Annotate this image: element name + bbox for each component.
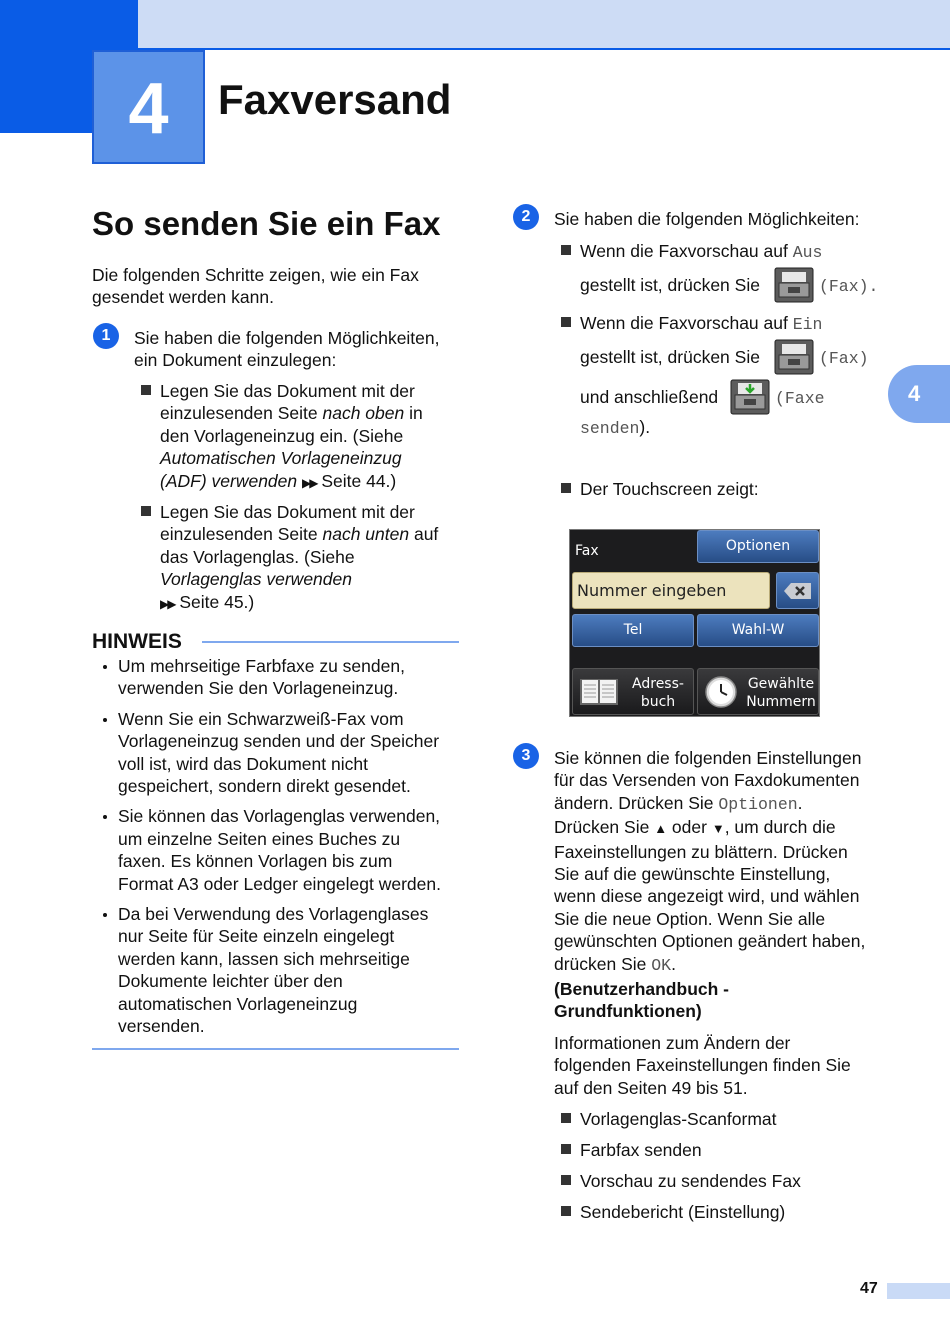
redial-pause-button[interactable]: Wahl-W	[697, 614, 819, 647]
bullet-square-icon	[561, 240, 580, 262]
number-input[interactable]: Nummer eingeben	[572, 572, 770, 609]
backspace-icon	[783, 582, 813, 600]
step-2-bullet-1-line-1: Wenn die Faxvorschau auf Aus	[580, 241, 823, 262]
list-item: Sendebericht (Einstellung)	[561, 1201, 801, 1232]
note-item: Da bei Verwendung des Vorlagenglases nur Seite für Seite einzeln eingelegt werden kann, lassen sich mehrseitige Dokumente leichter über den automatischen Vorlageneinzug versenden.	[100, 903, 465, 1037]
page-number: 47	[860, 1280, 878, 1297]
step-2-bullet-2-line-2: gestellt ist, drücken Sie	[580, 347, 760, 367]
clock-icon	[705, 676, 737, 708]
screen-title: Fax	[575, 543, 599, 559]
footer-band	[887, 1283, 950, 1299]
chapter-side-tab: 4	[888, 365, 950, 423]
bullet-dot-icon	[103, 913, 107, 917]
step-1-text: Sie haben die folgenden Möglichkeiten, ein Dokument einzulegen:	[134, 328, 440, 371]
header-rule	[138, 48, 950, 50]
note-item: Wenn Sie ein Schwarzweiß-Fax vom Vorlageneinzug senden und der Speicher voll ist, wird das Dokument nicht gespeichert, sondern direkt gesendet.	[100, 708, 465, 798]
list-item: Vorschau zu sendendes Fax	[561, 1170, 801, 1201]
step-1-bullet-1	[141, 380, 160, 402]
double-arrow-icon: ▶▶	[160, 596, 175, 611]
note-item: Um mehrseitige Farbfaxe zu senden, verwenden Sie den Vorlageneinzug.	[100, 655, 465, 700]
options-button[interactable]: Optionen	[697, 530, 819, 563]
step-2-text: Sie haben die folgenden Möglichkeiten:	[554, 209, 860, 229]
bullet-square-icon	[561, 1144, 571, 1154]
bullet-square-icon	[561, 1175, 571, 1185]
header-band	[138, 0, 950, 48]
outgoing-calls-button[interactable]: Gewählte Nummern	[697, 668, 819, 715]
step-2-number: 2	[513, 204, 539, 230]
bullet-dot-icon	[103, 665, 107, 669]
bullet-square-icon	[561, 478, 580, 500]
step-2-bullet-1-line-2: gestellt ist, drücken Sie	[580, 275, 760, 295]
note-rule	[202, 641, 459, 643]
send-fax-key-label: (Faxe	[775, 389, 825, 408]
step-1-bullet-2-text: Legen Sie das Dokument mit der einzulesenden Seite nach unten auf das Vorlagenglas. (Siehe Vorlagenglas verwenden ▶▶ Seite 45.)	[160, 501, 460, 615]
note-list	[100, 655, 465, 1038]
fax-icon	[774, 339, 814, 380]
section-heading: So senden Sie ein Fax	[92, 205, 441, 242]
backspace-button[interactable]	[776, 572, 819, 609]
step-3-text: Sie können die folgenden Einstellungen für das Versenden von Faxdokumenten ändern. Drücken Sie Optionen. Drücken Sie ▲ oder ▼, um durch die Faxeinstellungen zu blättern. Drücken Sie auf die gewünschte Einstellung, wenn diese angezeigt wird, und wählen Sie die neue Option. Wenn Sie alle gewünschten Optionen geändert haben, drücken Sie OK.	[554, 748, 866, 975]
step-2-bullet-3: Der Touchscreen zeigt:	[580, 479, 759, 499]
step-2-bullet-2-line-3: und anschließend	[580, 387, 719, 407]
bullet-dot-icon	[103, 718, 107, 722]
chapter-number: 4	[92, 50, 205, 164]
double-arrow-icon: ▶▶	[302, 475, 317, 490]
bullet-square-icon	[561, 1206, 571, 1216]
address-book-icon	[579, 677, 619, 707]
note-title: HINWEIS	[92, 630, 182, 653]
step-3-number: 3	[513, 743, 539, 769]
bullet-square-icon	[561, 1113, 571, 1123]
reference-title: (Benutzerhandbuch - Grundfunktionen)	[554, 979, 729, 1022]
intro-text: Die folgenden Schritte zeigen, wie ein Fax gesendet werden kann.	[92, 265, 419, 308]
fax-icon	[774, 267, 814, 308]
fax-key-label: (Fax)	[819, 349, 869, 368]
step-1-number: 1	[93, 323, 119, 349]
step-2-bullet-2-line-4: senden).	[580, 417, 651, 438]
settings-list	[561, 1108, 801, 1232]
down-arrow-icon: ▼	[711, 821, 725, 837]
note-item: Sie können das Vorlagenglas verwenden, um einzelne Seiten eines Buches zu faxen. Es können Vorlagen bis zum Format A3 oder Ledger eingelegt werden.	[100, 805, 465, 895]
reference-info: Informationen zum Ändern der folgenden Faxeinstellungen finden Sie auf den Seiten 49 bis 51.	[554, 1033, 851, 1098]
list-item: Vorlagenglas-Scanformat	[561, 1108, 801, 1139]
bullet-square-icon	[561, 312, 580, 334]
address-book-button[interactable]: Adress- buch	[572, 668, 694, 715]
step-2-bullet-2-line-1: Wenn die Faxvorschau auf Ein	[580, 313, 823, 334]
step-1-bullet-1-text: Legen Sie das Dokument mit der einzulesenden Seite nach oben in den Vorlageneinzug ein. (Siehe Automatischen Vorlageneinzug (ADF) verwenden ▶▶ Seite 44.)	[160, 380, 460, 494]
tel-button[interactable]: Tel	[572, 614, 694, 647]
bullet-square-icon	[141, 506, 151, 516]
list-item: Farbfax senden	[561, 1139, 801, 1170]
fax-key-label: (Fax).	[819, 277, 879, 296]
step-1-bullet-2	[141, 501, 160, 523]
touchscreen	[569, 529, 820, 717]
bullet-square-icon	[141, 385, 151, 395]
note-bottom-rule	[92, 1048, 459, 1050]
chapter-title: Faxversand	[218, 76, 452, 123]
send-fax-icon	[730, 379, 770, 420]
up-arrow-icon: ▲	[654, 821, 668, 837]
bullet-dot-icon	[103, 815, 107, 819]
